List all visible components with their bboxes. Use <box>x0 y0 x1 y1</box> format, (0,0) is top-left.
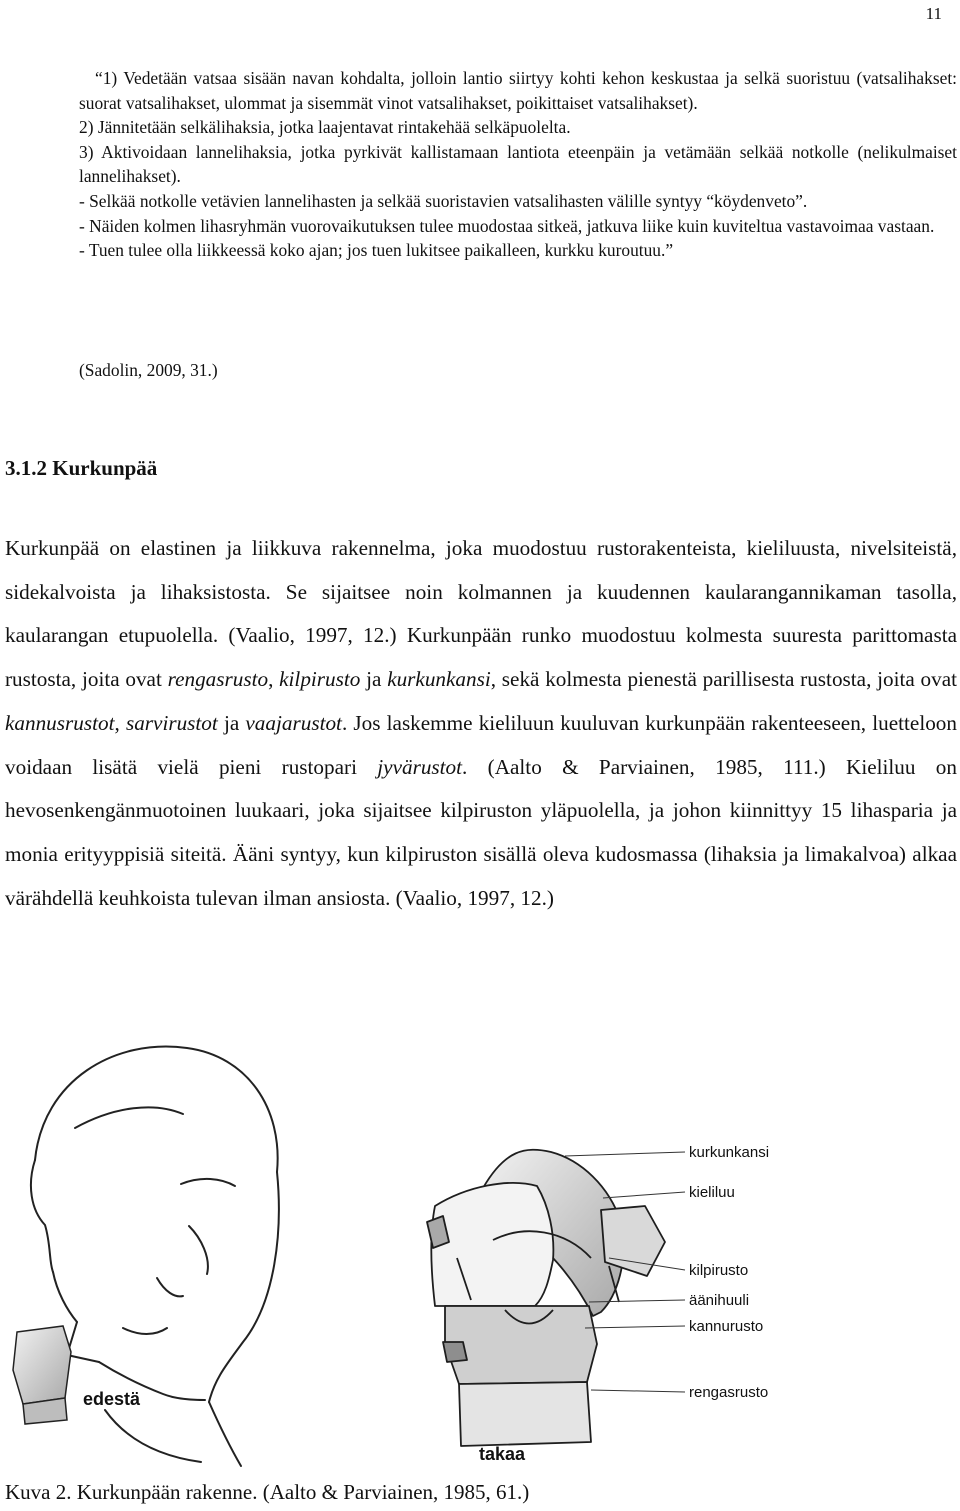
larynx-illustration <box>5 1010 795 1470</box>
page-number: 11 <box>925 4 942 23</box>
term-kurkunkansi: kurkunkansi <box>387 667 491 692</box>
neck-larynx-inset <box>13 1326 71 1424</box>
term-jyvarustot: jyvärustot <box>377 754 463 779</box>
quote-paragraph-3: 3) Aktivoidaan lannelihaksia, jotka pyrkivät kallistamaan lantiota eteenpäin ja vetämään selkää notkolle (nelikulmaiset lannelihakset). <box>79 141 957 187</box>
label-kilpirusto: kilpirusto <box>689 1262 749 1279</box>
text-run: . Jos laskemme kieliluun kuuluvan kurkunpään rakenteeseen, luetteloon voidaan lisätä vielä pieni rustopari <box>5 710 957 779</box>
text-run: Kurkunpää on elastinen ja liikkuva rakennelma, joka muodostuu rustorakenteista, kieliluusta, nivelsiteistä, sidekalvoista ja lihaksistosta. Se sijaitsee noin kolmannen ja kuudennen kaularangannikaman tasolla, kaularangan etupuolella. (Vaalio, 1997, 12.) Kurkunpään runko muodostuu kolmesta suuresta parittomasta rustosta, joita ovat <box>5 536 957 692</box>
label-takaa: takaa <box>479 1444 526 1464</box>
quote-block <box>79 66 957 263</box>
text-run: , <box>268 667 280 692</box>
section-heading: 3.1.2 Kurkunpää <box>5 456 158 480</box>
term-kannusrustot: kannusrustot <box>5 710 115 735</box>
quote-paragraph-5: - Näiden kolmen lihasryhmän vuorovaikutuksen tulee muodostaa sitkeä, jatkuva liike kuin kuviteltua vastavoimaa vastaan. <box>79 215 935 236</box>
figure-caption: Kuva 2. Kurkunpään rakenne. (Aalto & Parviainen, 1985, 61.) <box>5 1480 530 1504</box>
label-edesta: edestä <box>83 1389 141 1409</box>
label-kannurusto: kannurusto <box>689 1318 764 1335</box>
larynx-figure <box>5 1010 795 1470</box>
text-run: , sekä kolmesta pienestä parillisesta rustosta, joita ovat <box>490 667 958 692</box>
text-run: ja <box>360 667 388 692</box>
text-run: ja <box>217 710 246 735</box>
quote-paragraph-2: 2) Jännitetään selkälihaksia, jotka laajentavat rintakehää selkäpuolelta. <box>79 117 571 138</box>
head-profile-drawing <box>31 1047 279 1466</box>
body-text <box>5 527 957 920</box>
label-rengasrusto: rengasrusto <box>689 1384 769 1401</box>
body-paragraph <box>5 527 957 920</box>
text-run: . (Aalto & Parviainen, 1985, 111.) Kieliluu on hevosenkengänmuotoinen luukaari, joka sijaitsee kilpiruston yläpuolella, ja johon kiinnittyy 15 lihasparia ja monia erityyppisiä siteitä. Ääni syntyy, kun kilpiruston sisällä oleva kudosmassa (lihaksia ja limakalvoa) alkaa värähdellä keuhkoista tulevan ilman ansiosta. (Vaalio, 1997, 12.) <box>5 754 957 910</box>
larynx-back-view <box>427 1150 665 1446</box>
term-rengasrusto: rengasrusto <box>167 667 269 692</box>
label-kieliluu: kieliluu <box>689 1184 735 1201</box>
quote-citation: (Sadolin, 2009, 31.) <box>79 360 218 380</box>
quote-paragraph-4: - Selkää notkolle vetävien lannelihasten ja selkää suoristavien vatsalihasten välille syntyy “köydenveto”. <box>79 190 808 211</box>
label-kurkunkansi: kurkunkansi <box>689 1144 770 1161</box>
term-vaajarustot: vaajarustot <box>245 710 342 735</box>
label-aanihuuli: äänihuuli <box>689 1292 750 1309</box>
quote-paragraph-6: - Tuen tulee olla liikkeessä koko ajan; jos tuen lukitsee paikalleen, kurkku kuroutuu.” <box>79 240 674 261</box>
text-run: , <box>114 710 126 735</box>
quote-paragraph-1: “1) Vedetään vatsaa sisään navan kohdalta, jolloin lantio siirtyy kohti kehon keskustaa ja selkä suoristuu (vatsalihakset: suorat vatsalihakset, ulommat ja sisemmät vinot vatsalihakset, poikittaiset vatsalihakset). <box>79 68 957 113</box>
term-kilpirusto: kilpirusto <box>279 667 361 692</box>
term-sarvirustot: sarvirustot <box>125 710 218 735</box>
